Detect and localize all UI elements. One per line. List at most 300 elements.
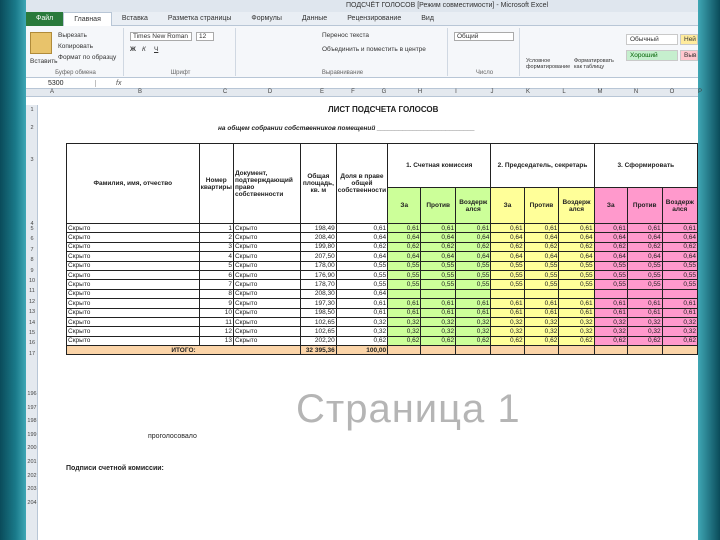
row-vote-value[interactable]: 0,61 [421,299,456,308]
row-vote-value[interactable]: 0,55 [491,261,524,270]
row-vote-value[interactable]: 0,61 [559,308,594,317]
row-vote-value[interactable]: 0,32 [388,327,421,336]
row-vote-value[interactable]: 0,61 [388,299,421,308]
column-header-j[interactable]: J [490,89,494,95]
row-vote-value[interactable]: 0,32 [421,317,456,326]
paste-icon[interactable] [30,32,52,54]
column-header-b[interactable]: B [137,89,142,95]
row-header[interactable]: 8 [30,257,34,264]
total-empty-cell[interactable] [388,346,421,355]
header-apartment[interactable]: Номер квартиры [199,144,233,224]
row-vote-value[interactable]: 0,32 [456,317,491,326]
row-vote-value[interactable]: 0,64 [388,233,421,242]
row-area[interactable]: 198,49 [301,224,337,233]
column-header-c[interactable]: C [222,89,228,95]
wrap-text-button[interactable]: Перенос текста [322,32,369,39]
row-share[interactable]: 0,61 [336,224,387,233]
row-vote-value[interactable]: 0,62 [662,336,697,345]
row-share[interactable]: 0,64 [336,233,387,242]
row-share[interactable]: 0,64 [336,289,387,298]
row-name[interactable]: Скрыто [67,336,200,345]
tab-4[interactable]: Формулы [251,14,282,22]
fx-icon[interactable]: fx [116,79,122,87]
row-header[interactable]: 204 [27,499,37,506]
tab-0[interactable]: Файл [26,12,63,26]
row-name[interactable]: Скрыто [67,317,200,326]
merge-center-button[interactable]: Объединить и поместить в центре [322,46,426,53]
tab-5[interactable]: Данные [301,14,328,22]
header-vote-vozd[interactable]: Воздерж ался [559,188,594,224]
row-header[interactable]: 3 [30,157,34,163]
row-vote-value[interactable]: 0,62 [524,242,559,251]
row-vote-value[interactable]: 0,55 [388,280,421,289]
row-area[interactable]: 176,90 [301,270,337,279]
row-header[interactable]: 198 [27,418,37,425]
row-vote-value[interactable]: 0,32 [594,317,627,326]
row-vote-value[interactable]: 0,61 [662,308,697,317]
row-vote-value[interactable]: 0,61 [491,299,524,308]
slide-background-right [698,0,720,540]
row-apartment[interactable]: 1 [199,224,233,233]
row-vote-value[interactable] [491,289,524,298]
row-vote-value[interactable]: 0,61 [524,308,559,317]
row-name[interactable]: Скрыто [67,280,200,289]
row-header[interactable]: 15 [28,330,36,336]
row-vote-value[interactable]: 0,55 [559,270,594,279]
column-header-o[interactable]: O [669,89,675,95]
row-vote-value[interactable]: 0,64 [491,233,524,242]
row-name[interactable]: Скрыто [67,308,200,317]
row-vote-value[interactable]: 0,64 [662,252,697,261]
total-empty-cell[interactable] [662,346,697,355]
row-apartment[interactable]: 13 [199,336,233,345]
row-vote-value[interactable]: 0,61 [456,299,491,308]
row-area[interactable]: 207,50 [301,252,337,261]
column-header-h[interactable]: H [417,89,423,95]
row-header[interactable]: 4 [30,221,34,227]
row-header[interactable]: 199 [27,431,37,438]
row-vote-value[interactable]: 0,61 [456,224,491,233]
italic-button[interactable]: К [142,46,146,53]
row-vote-value[interactable]: 0,55 [594,280,627,289]
row-vote-value[interactable]: 0,61 [627,224,662,233]
row-vote-value[interactable]: 0,55 [421,261,456,270]
row-share[interactable]: 0,55 [336,280,387,289]
header-vote-za[interactable]: За [388,188,421,224]
column-header-f[interactable]: F [351,89,355,95]
row-area[interactable]: 198,50 [301,308,337,317]
paste-button[interactable]: Вставить [30,58,58,65]
total-empty-cell[interactable] [627,346,662,355]
row-vote-value[interactable]: 0,55 [559,280,594,289]
header-question-3[interactable]: 3. Сформировать [594,144,697,188]
row-apartment[interactable]: 10 [199,308,233,317]
row-area[interactable]: 197,30 [301,299,337,308]
alignment-label: Выравнивание [321,70,364,76]
worksheet[interactable] [38,105,698,540]
clipboard-group [28,28,124,76]
row-vote-value[interactable]: 0,55 [491,270,524,279]
row-vote-value[interactable]: 0,64 [524,233,559,242]
row-vote-value[interactable]: 0,64 [524,252,559,261]
row-document[interactable]: Скрыто [233,252,300,261]
header-question-2[interactable]: 2. Председатель, секретарь [491,144,594,188]
row-vote-value[interactable]: 0,61 [491,224,524,233]
row-vote-value[interactable]: 0,61 [559,224,594,233]
row-vote-value[interactable]: 0,62 [421,242,456,251]
row-header[interactable]: 200 [27,445,37,452]
row-name[interactable]: Скрыто [67,252,200,261]
row-vote-value[interactable]: 0,61 [524,224,559,233]
row-share[interactable]: 0,55 [336,270,387,279]
conditional-format-button[interactable]: Условное форматирование [526,58,571,70]
row-document[interactable]: Скрыто [233,317,300,326]
row-vote-value[interactable]: 0,32 [662,317,697,326]
row-vote-value[interactable]: 0,61 [524,299,559,308]
row-vote-value[interactable]: 0,61 [662,224,697,233]
header-vote-protiv[interactable]: Против [421,188,456,224]
row-vote-value[interactable]: 0,55 [662,270,697,279]
row-vote-value[interactable]: 0,62 [594,336,627,345]
row-header[interactable]: 197 [27,404,37,411]
row-apartment[interactable]: 3 [199,242,233,251]
underline-button[interactable]: Ч [154,46,159,53]
row-vote-value[interactable]: 0,61 [594,224,627,233]
row-vote-value[interactable]: 0,55 [421,270,456,279]
row-vote-value[interactable]: 0,55 [524,261,559,270]
row-name[interactable]: Скрыто [67,242,200,251]
column-header-p[interactable]: P [697,89,702,95]
row-header[interactable]: 5 [30,226,34,232]
style-good[interactable]: Хороший [626,50,678,61]
row-vote-value[interactable]: 0,62 [491,242,524,251]
row-vote-value[interactable]: 0,64 [388,252,421,261]
row-apartment[interactable]: 4 [199,252,233,261]
row-header[interactable]: 2 [30,125,34,131]
format-as-table-button[interactable]: Форматировать как таблицу [574,58,614,70]
row-area[interactable]: 208,40 [301,233,337,242]
row-header[interactable]: 16 [28,340,36,347]
row-document[interactable]: Скрыто [233,336,300,345]
row-vote-value[interactable] [388,289,421,298]
row-header[interactable]: 12 [28,298,36,305]
font-group [126,28,236,76]
row-vote-value[interactable]: 0,61 [627,308,662,317]
row-vote-value[interactable]: 0,55 [456,261,491,270]
header-vote-protiv[interactable]: Против [627,188,662,224]
row-apartment[interactable]: 11 [199,317,233,326]
row-vote-value[interactable]: 0,55 [491,280,524,289]
row-vote-value[interactable]: 0,62 [388,336,421,345]
row-vote-value[interactable]: 0,64 [421,252,456,261]
row-vote-value[interactable]: 0,61 [627,299,662,308]
row-vote-value[interactable]: 0,64 [627,233,662,242]
row-vote-value[interactable] [524,289,559,298]
tab-7[interactable]: Вид [421,14,434,22]
row-vote-value[interactable]: 0,32 [559,327,594,336]
row-name[interactable]: Скрыто [67,289,200,298]
row-vote-value[interactable]: 0,64 [594,252,627,261]
row-header[interactable]: 13 [28,309,36,316]
cut-button[interactable]: Вырезать [58,32,87,39]
row-vote-value[interactable]: 0,62 [662,242,697,251]
row-document[interactable]: Скрыто [233,224,300,233]
total-empty-cell[interactable] [421,346,456,355]
row-vote-value[interactable]: 0,32 [524,327,559,336]
row-vote-value[interactable]: 0,64 [559,252,594,261]
header-vote-vozd[interactable]: Воздерж ался [662,188,697,224]
row-vote-value[interactable]: 0,55 [627,261,662,270]
row-vote-value[interactable]: 0,61 [594,308,627,317]
row-vote-value[interactable]: 0,55 [456,270,491,279]
font-name-select[interactable]: Times New Roman [130,32,192,41]
column-header-n[interactable]: N [633,89,639,95]
row-apartment[interactable]: 5 [199,261,233,270]
row-share[interactable]: 0,32 [336,327,387,336]
row-vote-value[interactable]: 0,32 [627,317,662,326]
row-vote-value[interactable]: 0,61 [388,224,421,233]
total-empty-cell[interactable] [594,346,627,355]
format-painter-button[interactable]: Формат по образцу [58,54,117,61]
row-vote-value[interactable]: 0,55 [388,261,421,270]
row-apartment[interactable]: 7 [199,280,233,289]
row-vote-value[interactable]: 0,61 [421,224,456,233]
row-header[interactable]: 11 [29,288,35,295]
row-document[interactable]: Скрыто [233,242,300,251]
row-vote-value[interactable] [594,289,627,298]
row-vote-value[interactable]: 0,64 [594,233,627,242]
tab-1[interactable]: Главная [63,12,112,26]
page-watermark: Страница 1 [296,387,521,431]
row-document[interactable]: Скрыто [233,327,300,336]
row-vote-value[interactable]: 0,64 [456,252,491,261]
row-header[interactable]: 6 [30,236,34,243]
style-normal[interactable]: Обычный [626,34,678,45]
sheet-subtitle: на общем собрании собственников помещений ___________________________ [218,125,475,132]
row-vote-value[interactable]: 0,32 [388,317,421,326]
row-header[interactable]: 202 [27,472,37,479]
number-format-select[interactable]: Общий [454,32,514,41]
row-document[interactable]: Скрыто [233,289,300,298]
row-vote-value[interactable]: 0,62 [456,242,491,251]
row-vote-value[interactable]: 0,55 [627,280,662,289]
header-document[interactable]: Документ, подтверждающий право собственности [233,144,300,224]
font-size-select[interactable]: 12 [196,32,214,41]
title-bar: ПОДСЧЁТ ГОЛОСОВ [Режим совместимости] - Microsoft Excel [26,0,698,12]
total-share[interactable]: 100,00 [336,346,387,355]
column-header-d[interactable]: D [267,89,273,95]
row-name[interactable]: Скрыто [67,261,200,270]
row-headers [26,105,38,540]
row-vote-value[interactable]: 0,64 [491,252,524,261]
row-share[interactable]: 0,62 [336,242,387,251]
column-header-l[interactable]: L [562,89,566,95]
row-vote-value[interactable]: 0,55 [627,270,662,279]
row-name[interactable]: Скрыто [67,224,200,233]
row-vote-value[interactable]: 0,64 [456,233,491,242]
row-header[interactable]: 201 [27,459,37,465]
row-vote-value[interactable]: 0,55 [594,270,627,279]
row-share[interactable]: 0,32 [336,317,387,326]
row-vote-value[interactable]: 0,61 [388,308,421,317]
row-vote-value[interactable]: 0,55 [388,270,421,279]
row-vote-value[interactable] [662,289,697,298]
row-vote-value[interactable] [559,289,594,298]
total-empty-cell[interactable] [491,346,524,355]
row-document[interactable]: Скрыто [233,270,300,279]
tab-3[interactable]: Разметка страницы [167,14,232,22]
row-area[interactable]: 102,65 [301,317,337,326]
row-document[interactable]: Скрыто [233,261,300,270]
copy-button[interactable]: Копировать [58,43,93,50]
column-header-e[interactable]: E [319,89,324,95]
row-vote-value[interactable]: 0,64 [421,233,456,242]
row-header[interactable]: 1 [30,107,34,113]
row-area[interactable]: 208,30 [301,289,337,298]
ribbon-tabs [26,12,698,26]
total-area[interactable]: 32 395,36 [301,346,337,355]
row-share[interactable]: 0,61 [336,308,387,317]
row-apartment[interactable]: 8 [199,289,233,298]
row-vote-value[interactable]: 0,61 [662,299,697,308]
formula-bar [26,78,698,89]
row-vote-value[interactable]: 0,62 [627,336,662,345]
row-share[interactable]: 0,61 [336,299,387,308]
total-empty-cell[interactable] [559,346,594,355]
row-vote-value[interactable]: 0,62 [421,336,456,345]
row-vote-value[interactable]: 0,64 [559,233,594,242]
header-share[interactable]: Доля в праве общей собственности [336,144,387,224]
row-vote-value[interactable]: 0,55 [421,280,456,289]
row-vote-value[interactable]: 0,55 [559,261,594,270]
row-name[interactable]: Скрыто [67,327,200,336]
row-vote-value[interactable]: 0,64 [662,233,697,242]
total-label[interactable]: ИТОГО: [67,346,301,355]
row-vote-value[interactable]: 0,55 [594,261,627,270]
excel-window [26,0,702,540]
row-area[interactable]: 178,00 [301,261,337,270]
row-vote-value[interactable]: 0,62 [594,242,627,251]
row-vote-value[interactable]: 0,62 [559,242,594,251]
row-vote-value[interactable]: 0,32 [491,327,524,336]
column-header-m[interactable]: M [597,89,603,95]
row-vote-value[interactable]: 0,55 [662,261,697,270]
row-vote-value[interactable] [421,289,456,298]
header-name[interactable]: Фамилия, имя, отчество [67,144,200,224]
row-apartment[interactable]: 9 [199,299,233,308]
row-vote-value[interactable]: 0,61 [456,308,491,317]
header-vote-za[interactable]: За [594,188,627,224]
row-vote-value[interactable]: 0,32 [594,327,627,336]
row-document[interactable]: Скрыто [233,233,300,242]
header-vote-vozd[interactable]: Воздерж ался [456,188,491,224]
row-vote-value[interactable]: 0,64 [627,252,662,261]
bold-button[interactable]: Ж [130,46,136,53]
row-header[interactable]: 196 [27,391,37,397]
row-header[interactable]: 7 [30,246,34,253]
column-header-a[interactable]: A [49,89,54,95]
row-vote-value[interactable]: 0,61 [559,299,594,308]
row-vote-value[interactable]: 0,62 [524,336,559,345]
row-vote-value[interactable]: 0,32 [627,327,662,336]
column-header-g[interactable]: G [381,89,387,95]
row-share[interactable]: 0,62 [336,336,387,345]
row-vote-value[interactable] [627,289,662,298]
ribbon [26,26,698,78]
row-name[interactable]: Скрыто [67,299,200,308]
row-vote-value[interactable]: 0,32 [559,317,594,326]
row-vote-value[interactable]: 0,32 [662,327,697,336]
row-vote-value[interactable]: 0,55 [524,270,559,279]
row-name[interactable]: Скрыто [67,270,200,279]
row-vote-value[interactable]: 0,62 [491,336,524,345]
total-empty-cell[interactable] [524,346,559,355]
row-document[interactable]: Скрыто [233,280,300,289]
row-vote-value[interactable]: 0,32 [524,317,559,326]
row-share[interactable]: 0,55 [336,261,387,270]
row-share[interactable]: 0,64 [336,252,387,261]
row-vote-value[interactable]: 0,62 [388,242,421,251]
font-label: Шрифт [170,70,191,76]
row-area[interactable]: 199,80 [301,242,337,251]
row-vote-value[interactable]: 0,55 [662,280,697,289]
row-header[interactable]: 14 [28,319,36,326]
total-empty-cell[interactable] [456,346,491,355]
row-vote-value[interactable]: 0,62 [627,242,662,251]
style-output[interactable]: Выв [680,50,698,61]
row-vote-value[interactable]: 0,55 [456,280,491,289]
row-vote-value[interactable] [456,289,491,298]
row-vote-value[interactable]: 0,61 [594,299,627,308]
column-headers [26,89,702,97]
row-document[interactable]: Скрыто [233,299,300,308]
row-apartment[interactable]: 2 [199,233,233,242]
row-vote-value[interactable]: 0,61 [491,308,524,317]
row-vote-value[interactable]: 0,55 [524,280,559,289]
row-vote-value[interactable]: 0,32 [456,327,491,336]
row-header[interactable]: 17 [28,350,36,357]
row-header[interactable]: 203 [27,486,37,493]
row-vote-value[interactable]: 0,61 [421,308,456,317]
row-apartment[interactable]: 12 [199,327,233,336]
row-name[interactable]: Скрыто [67,233,200,242]
row-vote-value[interactable]: 0,32 [421,327,456,336]
row-header[interactable]: 10 [28,278,36,284]
clipboard-label: Буфер обмена [55,70,96,76]
row-area[interactable]: 102,65 [301,327,337,336]
column-header-k[interactable]: K [525,89,530,95]
row-vote-value[interactable]: 0,62 [456,336,491,345]
styles-group [522,28,698,76]
name-box[interactable]: 5300 [26,80,96,87]
tab-6[interactable]: Рецензирование [347,14,402,22]
row-vote-value[interactable]: 0,62 [559,336,594,345]
tab-2[interactable]: Вставка [121,14,148,22]
row-vote-value[interactable]: 0,32 [491,317,524,326]
row-area[interactable]: 202,20 [301,336,337,345]
votes-table [66,143,698,355]
column-header-i[interactable]: I [455,89,457,95]
style-neutral[interactable]: Ней [680,34,698,45]
row-apartment[interactable]: 6 [199,270,233,279]
header-area[interactable]: Общая площадь, кв. м [301,144,337,224]
header-question-1[interactable]: 1. Счетная комиссия [388,144,491,188]
row-header[interactable]: 9 [30,267,34,274]
row-document[interactable]: Скрыто [233,308,300,317]
header-vote-za[interactable]: За [491,188,524,224]
header-vote-protiv[interactable]: Против [524,188,559,224]
row-area[interactable]: 178,70 [301,280,337,289]
